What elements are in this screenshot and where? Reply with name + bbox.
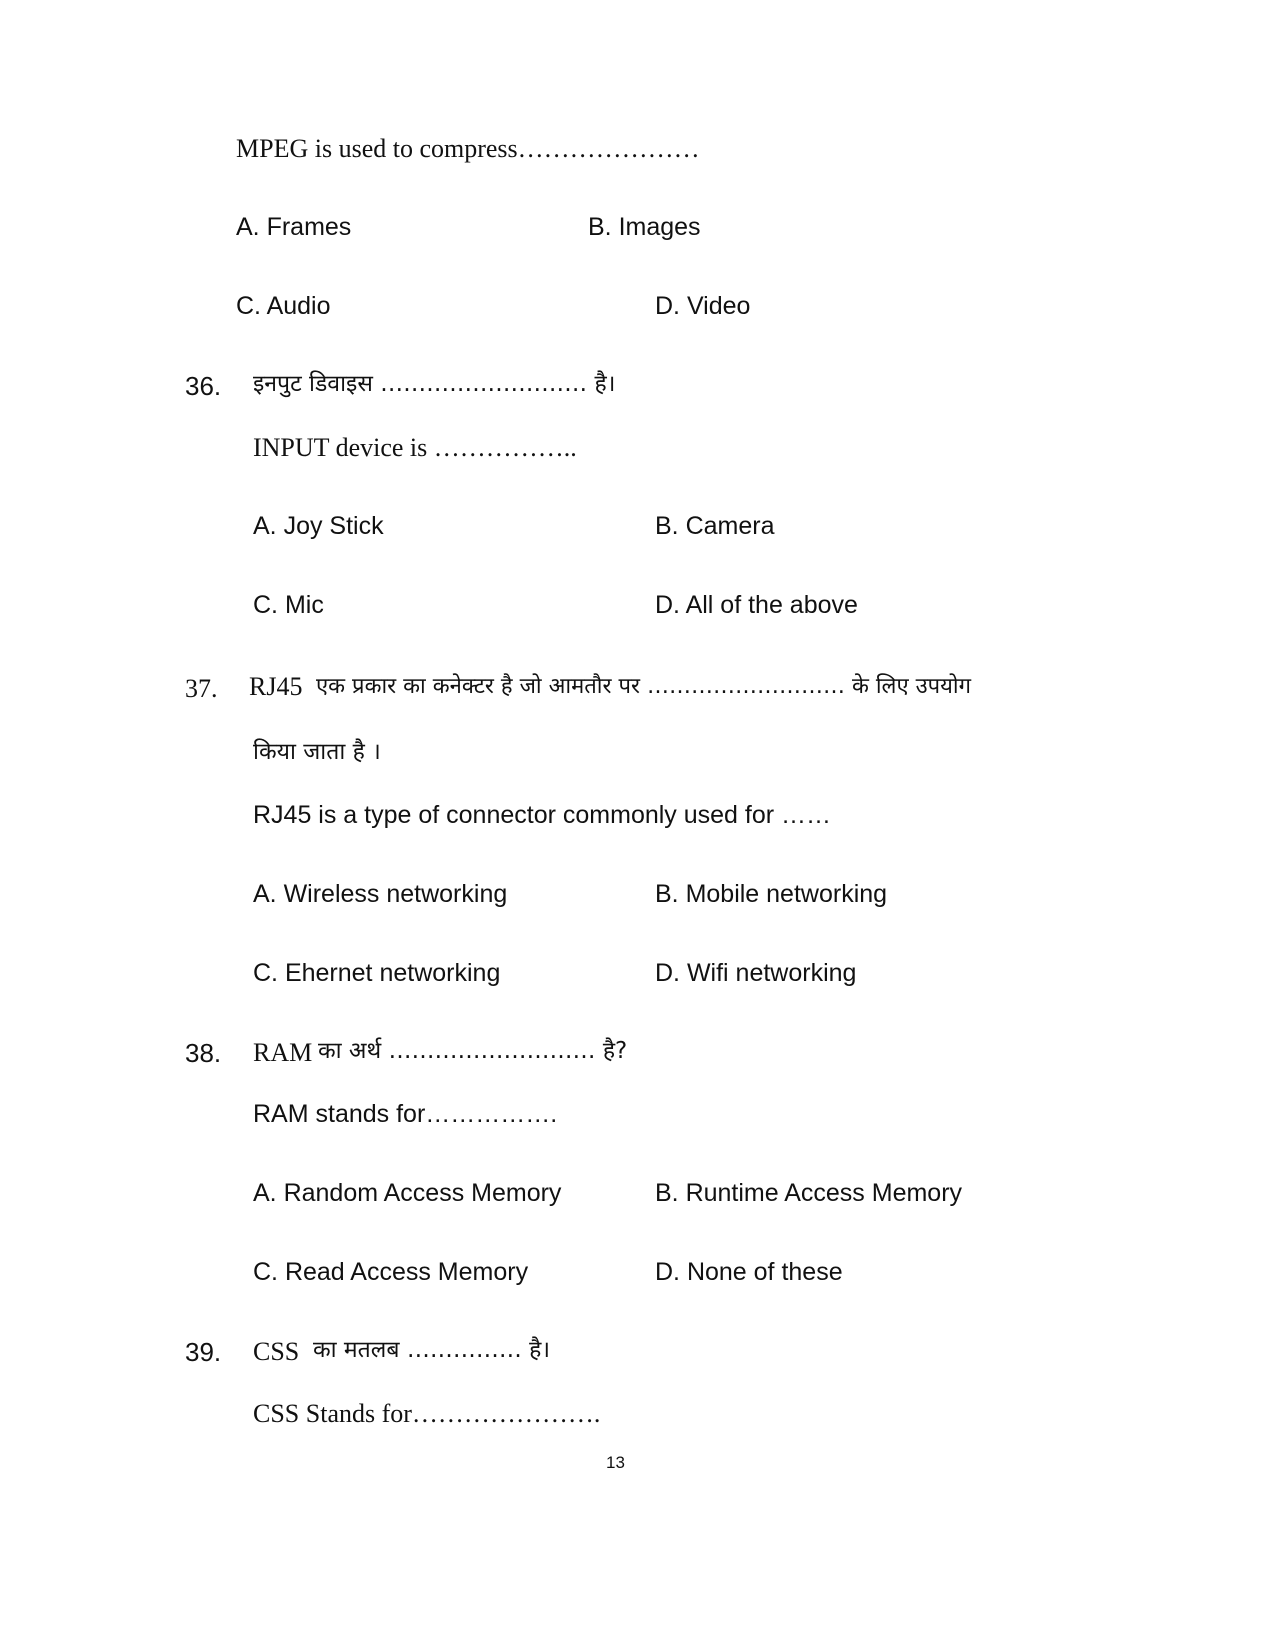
- q35-option-b: B. Images: [588, 213, 701, 241]
- q38-question-en: RAM stands for…………….: [253, 1100, 558, 1128]
- q37-option-c: C. Ehernet networking: [253, 959, 501, 987]
- q39-question-hi-prefix: CSS: [253, 1337, 300, 1366]
- q37-question-en: RJ45 is a type of connector commonly used for ……: [253, 801, 832, 829]
- q39-question-en: CSS Stands for………………….: [253, 1399, 601, 1428]
- q36-number: 36.: [185, 371, 222, 401]
- q38-option-b: B. Runtime Access Memory: [655, 1179, 963, 1207]
- q37-option-b: B. Mobile networking: [655, 880, 888, 908]
- q37-question-hi-prefix: RJ45: [249, 672, 303, 701]
- q38-number: 38.: [185, 1038, 222, 1068]
- q38-option-d: D. None of these: [655, 1258, 843, 1286]
- q36-option-a: A. Joy Stick: [253, 512, 384, 540]
- q38-option-a: A. Random Access Memory: [253, 1179, 562, 1207]
- q38-option-c: C. Read Access Memory: [253, 1258, 529, 1286]
- q35-question-en: MPEG is used to compress…………………: [236, 134, 700, 163]
- q37-number: 37.: [185, 674, 218, 703]
- q35-option-a: A. Frames: [236, 213, 352, 241]
- q39-question-hi: का मतलब …………… है।: [313, 1337, 551, 1363]
- q37-option-a: A. Wireless networking: [253, 880, 508, 908]
- q38-question-hi: का अर्थ ……………………… है?: [318, 1038, 628, 1064]
- q35-option-c: C. Audio: [236, 292, 331, 320]
- q39-number: 39.: [185, 1337, 222, 1367]
- q35-option-d: D. Video: [655, 292, 751, 320]
- q37-question-hi-line2: किया जाता है ।: [253, 739, 381, 765]
- q38-question-hi-prefix: RAM: [253, 1038, 313, 1067]
- q36-question-hi: इनपुट डिवाइस ……………………… है।: [253, 371, 616, 397]
- q36-option-b: B. Camera: [655, 512, 775, 540]
- q36-question-en: INPUT device is ……………..: [253, 433, 577, 462]
- q36-option-d: D. All of the above: [655, 591, 858, 619]
- q37-question-hi-line1: एक प्रकार का कनेक्टर है जो आमतौर पर ……………………… के लिए उपयोग: [316, 674, 972, 699]
- page-number: 13: [606, 1453, 625, 1472]
- q37-option-d: D. Wifi networking: [655, 959, 857, 987]
- q36-option-c: C. Mic: [253, 591, 324, 619]
